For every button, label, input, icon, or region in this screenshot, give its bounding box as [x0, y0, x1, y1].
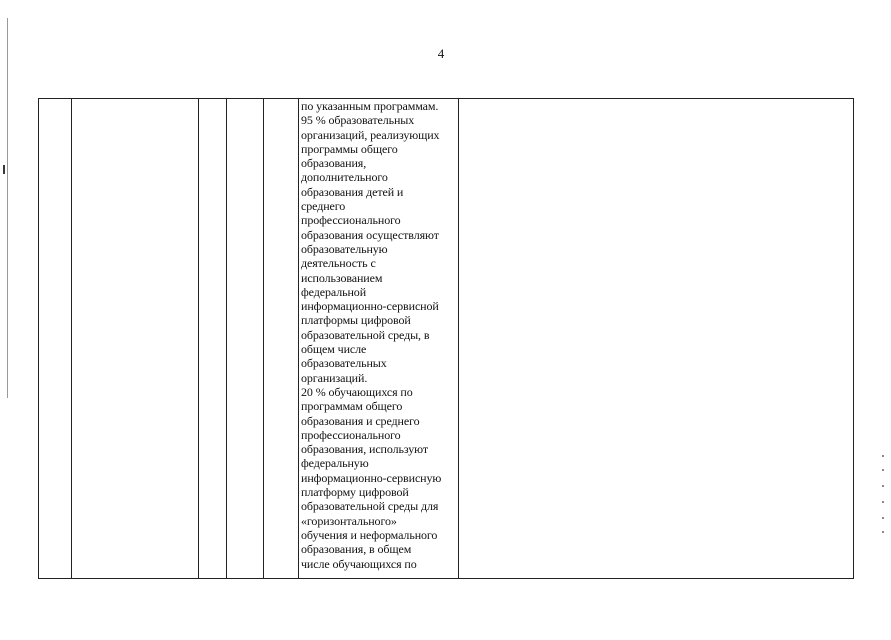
scan-edge-line — [7, 18, 8, 398]
document-table — [38, 98, 854, 579]
table-cell-indicators: по указанным программам. 95 % образовательных организаций, реализующих программы общего образования, дополнительного образования детей и среднего профессионального образования осуществляют образовательную деятельность с использованием федеральной информационно-сервисной платформы цифровой образовательной среды, в общем числе образовательных организаций. 20 % обучающихся по программам общего образования и среднего профессионального образования, используют федеральную информационно-сервисную платформу цифровой образовательной среды для «горизонтального» обучения и неформального образования, в общем числе обучающихся по — [301, 99, 442, 571]
column-divider — [71, 99, 72, 578]
column-divider — [198, 99, 199, 578]
column-divider — [298, 99, 299, 578]
scan-mark — [3, 165, 5, 174]
scan-dots — [882, 455, 885, 535]
column-divider — [226, 99, 227, 578]
column-divider — [263, 99, 264, 578]
page-number: 4 — [437, 46, 445, 61]
